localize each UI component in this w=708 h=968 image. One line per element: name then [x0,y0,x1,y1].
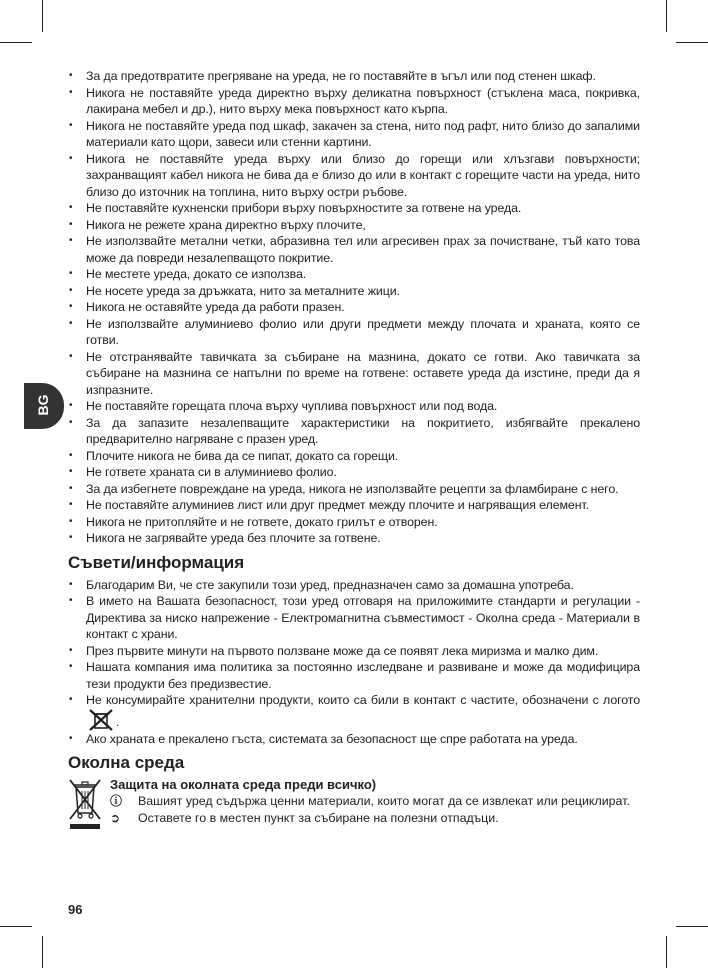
list-item: • Не гответе храната си в алуминиево фолио. [66,464,640,481]
crop-mark [42,0,43,32]
safety-list [66,68,640,547]
page-number: 96 [68,902,83,917]
environment-row-text: Вашият уред съдържа ценни материали, които могат да се извлекат или рециклират. [138,794,630,808]
list-item: • Не поставяйте алуминиев лист или друг предмет между плочите и нагряващия елемент. [66,497,640,514]
environment-text [110,777,640,826]
list-item: • Никога не режете храна директно върху плочите, [66,217,640,234]
environment-subheading: Защита на околната среда преди всичко) [110,777,377,792]
tips-list [66,577,640,748]
tips-heading: Съвети/информация [68,552,245,572]
crop-mark [42,936,43,968]
crossed-bin-icon [68,777,102,831]
page-content [66,68,640,853]
list-item: • Никога не поставяйте уреда директно върху деликатна повърхност (стъклена маса, покривка, лакирана мебел и др.), нито върху мека повърхност като кърпа. [66,85,640,118]
list-item: • През първите минути на първото ползване може да се появят лека миризма и малко дим. [66,643,640,660]
list-item: • Никога не загрявайте уреда без плочите за готвене. [66,530,640,547]
list-item: • Не местете уреда, докато се използва. [66,266,640,283]
environment-row [110,793,640,810]
environment-section [66,777,640,853]
crop-mark [666,936,667,968]
environment-row [110,810,640,827]
list-item: • В името на Вашата безопасност, този уред отговаря на приложимите стандарти и регулации - Директива за ниско напрежение - Електромагнитна съвместимост - Околна среда - Материали в контакт с храни. [66,593,640,643]
logo-item-end: . [116,714,120,729]
arrow-icon: ➲ [110,810,121,825]
list-item: • Никога не поставяйте уреда върху или близо до горещи или хлъзгави повърхности; захранващият кабел никога не бива да е близо до или в контакт с горещите части на уреда, нито близо до източник на топлина, нито върху остри ръбове. [66,151,640,201]
list-item: • Не поставяйте кухненски прибори върху повърхностите за готвене на уреда. [66,200,640,217]
list-item: • За да предотвратите прегряване на уреда, не го поставяйте в ъгъл или под стенен шкаф. [66,68,640,85]
language-tab-label: BG [35,394,51,416]
list-item: • Не поставяйте горещата плоча върху чуплива повърхност или под вода. [66,398,640,415]
crop-mark [0,926,32,927]
list-item: • Не отстранявайте тавичката за събиране на мазнина, докато се готви. Ако тавичката за събиране на мазнина се напълни по време на готвене: оставете уреда да изстине, преди да я изпразните. [66,349,640,399]
no-food-contact-icon [88,709,114,731]
list-item: • Ако храната е прекалено гъста, системата за безопасност ще спре работата на уреда. [66,731,640,748]
list-item: • Никога не притопляйте и не гответе, докато грилът е отворен. [66,514,640,531]
crop-mark [676,42,708,43]
list-item: • Благодарим Ви, че сте закупили този уред, предназначен само за домашна употреба. [66,577,640,594]
crop-mark [0,42,32,43]
list-item: • Никога не поставяйте уреда под шкаф, закачен за стена, нито под рафт, нито близо до запалими материали като щори, завеси или стенни картини. [66,118,640,151]
logo-item-text: Не консумирайте хранителни продукти, които са били в контакт с частите, обозначени с логото [86,693,640,707]
list-item: • Не носете уреда за дръжката, нито за металните жици. [66,283,640,300]
list-item: • Плочите никога не бива да се пипат, докато са горещи. [66,448,640,465]
list-item [66,692,640,731]
list-item: • За да избегнете повреждане на уреда, никога не използвайте рецепти за фламбиране с него. [66,481,640,498]
environment-row-text: Оставете го в местен пункт за събиране на полезни отпадъци. [138,810,499,825]
crop-mark [666,0,667,32]
list-item: • Никога не оставяйте уреда да работи празен. [66,299,640,316]
list-item: • За да запазите незалепващите характеристики на покритието, избягвайте прекалено предварително нагряване с празен уред. [66,415,640,448]
list-item: • Не използвайте метални четки, абразивна тел или агресивен прах за почистване, тъй като това може да повреди незалепващото покритие. [66,233,640,266]
info-icon: ⓘ [110,794,123,808]
crop-mark [676,926,708,927]
language-tab [24,383,64,429]
environment-heading: Околна среда [68,753,185,772]
list-item: • Не използвайте алуминиево фолио или други предмети между плочата и храната, която се готви. [66,316,640,349]
list-item: • Нашата компания има политика за постоянно изследване и развиване и може да модифицира тези продукти без предизвестие. [66,659,640,692]
